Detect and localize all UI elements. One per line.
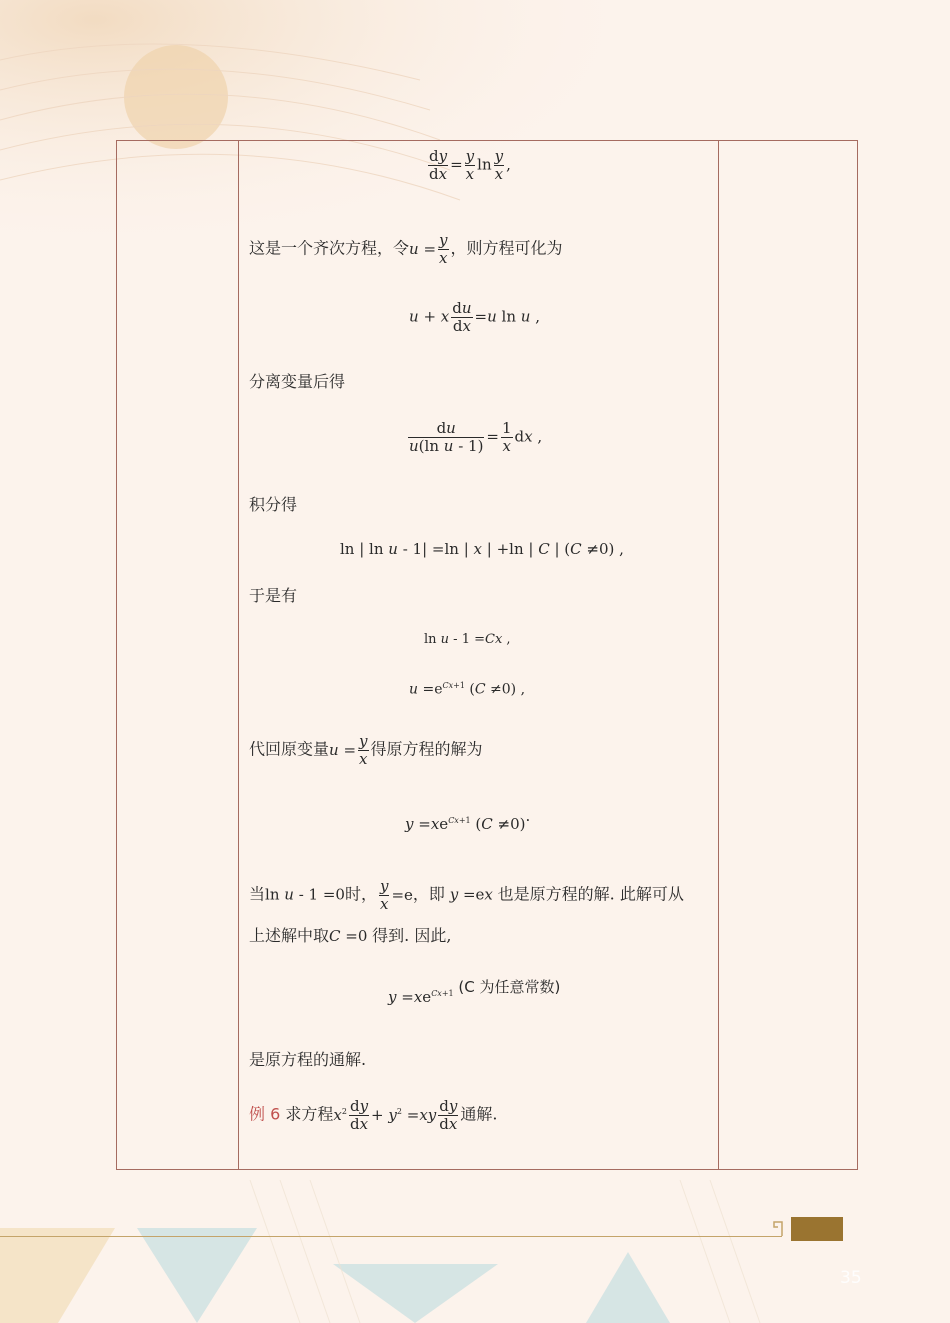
paragraph-integrate: 积分得 <box>249 495 298 514</box>
example-label: 例 6 <box>249 1104 281 1124</box>
page-number: 35 <box>840 1268 862 1288</box>
example-6: 例 6 求方程$x^2$ $\frac{dy}{dx}$ + $y^2 =xy$ $\frac{dy}{dx}$ 通解. <box>249 1097 498 1133</box>
equation-solution: $y =xe^{Cx+1}$ (C ≠0). <box>405 807 531 833</box>
equation-separated: $\frac{du}{\text{u(ln u - 1)}}$ = $\frac{1}{x}$ dx , <box>409 419 543 455</box>
footer-line <box>0 1236 782 1237</box>
equation-general-solution: $y =xe^{Cx+1}$ (C 为任意常数) <box>388 978 561 1006</box>
equation-ln-u: ln u - 1 =Cx , <box>424 632 511 647</box>
equation-dy-dx: $\frac{dy}{dx}$ = $\frac{y}{x}$ ln $\frac{y}{x}$ , <box>429 147 511 183</box>
page-tab <box>791 1217 843 1241</box>
paragraph-homogeneous: 这是一个齐次方程，令u = $\frac{y}{x}$ ，则方程可化为 <box>249 231 563 267</box>
paragraph-back-substitute: 代回原变量u = $\frac{y}{x}$ 得原方程的解为 <box>249 732 483 768</box>
equation-substitution: u + x $\frac{du}{dx}$ =u ln u , <box>409 299 540 335</box>
solution-content <box>238 140 719 1170</box>
paragraph-thus: 于是有 <box>249 586 298 605</box>
footer-hook-ornament <box>770 1218 790 1238</box>
equation-integrated: ln | ln u - 1| =ln | x | +ln | C | (C ≠0) , <box>340 540 624 558</box>
paragraph-take-c-zero: 上述解中取C =0 得到. 因此, <box>249 926 452 945</box>
equation-u-exp: $u =e^{Cx+1}$ (C ≠0) , <box>409 681 526 698</box>
paragraph-separate: 分离变量后得 <box>249 372 346 391</box>
paragraph-general-solution: 是原方程的通解. <box>249 1050 367 1069</box>
paragraph-special-solution: 当ln u - 1 =0时， $\frac{y}{x}$ =e，即 y =ex 也是原方程的解. 此解可从 <box>249 877 684 913</box>
